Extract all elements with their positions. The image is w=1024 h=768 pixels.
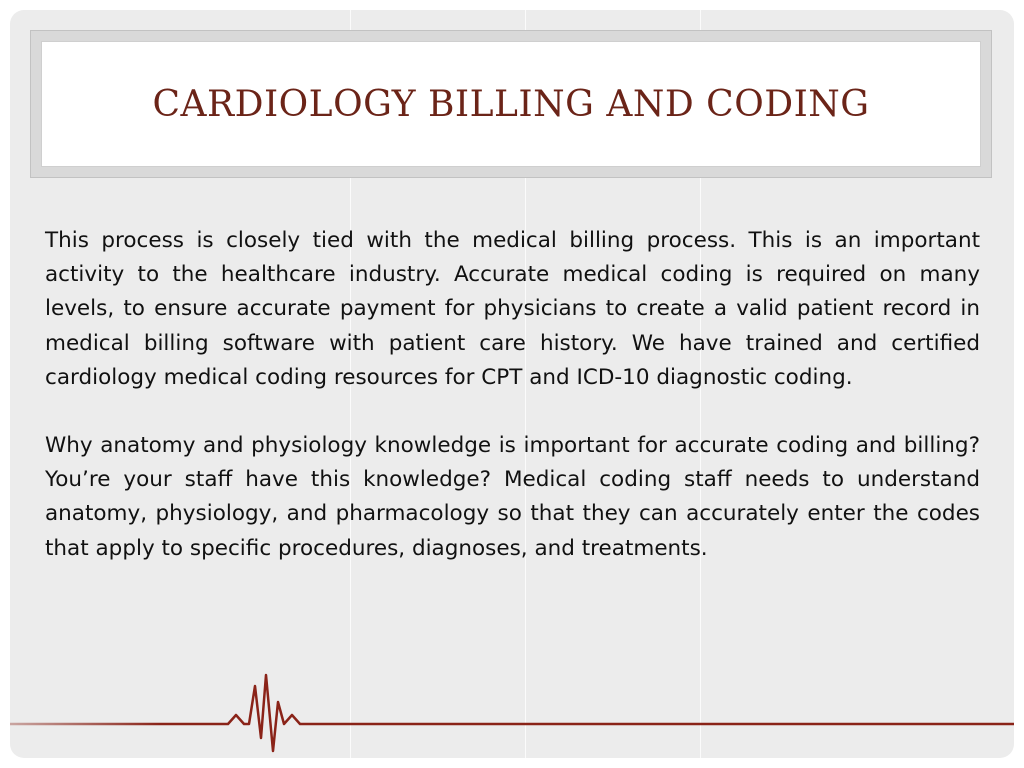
body-paragraph-2: Why anatomy and physiology knowledge is important for accurate coding and billing? You’re your staff have this knowledge? Medical coding staff needs to understand anatomy, physiology, and pharmacology so that they can accurately enter the codes that apply to specific procedures, diagnoses, and treatments. <box>45 433 980 561</box>
slide-title: CARDIOLOGY BILLING AND CODING <box>152 83 870 125</box>
body-paragraph-1: This process is closely tied with the medical billing process. This is an important activity to the healthcare industry. Accurate medical coding is required on many levels, to ensure accurate payment for physicians to create a valid patient record in medical billing software with patient care history. We have trained and certified cardiology medical coding resources for CPT and ICD-10 diagnostic coding. <box>45 228 980 390</box>
slide <box>10 10 1014 758</box>
heartbeat-line-icon <box>10 10 1014 758</box>
